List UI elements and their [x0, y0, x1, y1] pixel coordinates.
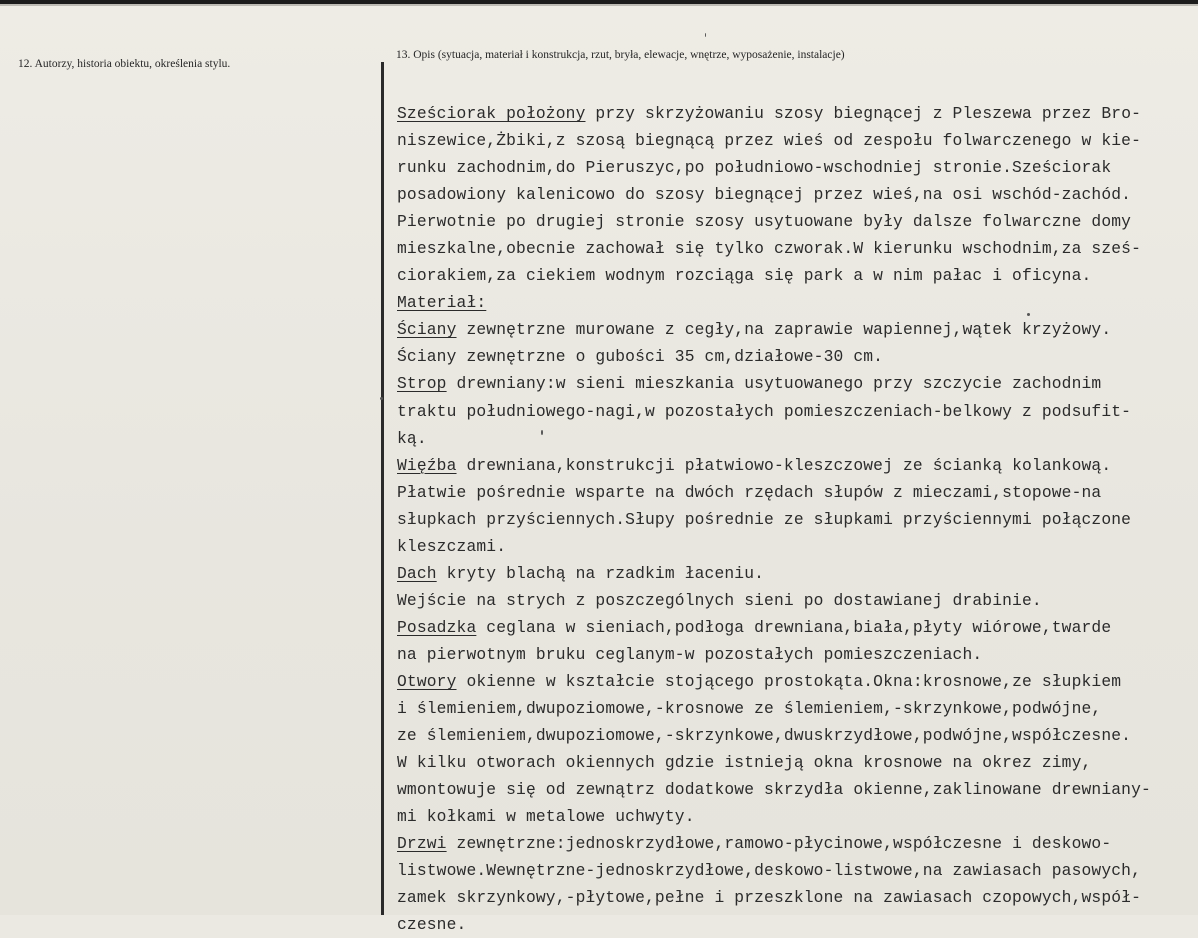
text-line	[397, 911, 1187, 938]
text-line	[397, 695, 1187, 722]
text-line	[397, 154, 1187, 181]
text-line	[397, 343, 1187, 370]
text-line	[397, 857, 1187, 884]
column-divider	[381, 62, 384, 915]
line-text: słupkach przyściennych.Słupy pośrednie ze słupkami przyściennymi połączone	[397, 509, 1132, 529]
line-text: drewniana,konstrukcji płatwiowo-kleszczowej ze ścianką kolankową.	[456, 455, 1112, 475]
line-text: ceglana w sieniach,podłoga drewniana,biała,płyty wiórowe,twarde	[476, 617, 1112, 637]
paper-speck	[380, 397, 383, 400]
text-line	[397, 262, 1187, 289]
line-text: ką.	[397, 428, 427, 448]
underlined-keyword: Drzwi	[397, 834, 447, 854]
text-line	[397, 722, 1187, 749]
text-line	[397, 235, 1187, 262]
line-text: okienne w kształcie stojącego prostokąta.Okna:krosnowe,ze słupkiem	[456, 671, 1122, 691]
text-line	[397, 398, 1187, 425]
text-line	[397, 668, 1187, 695]
text-line	[397, 776, 1187, 803]
line-text: na pierwotnym bruku ceglanym-w pozostałych pomieszczeniach.	[397, 644, 983, 664]
section-13-heading: 13. Opis (sytuacja, materiał i konstrukcja, rzut, bryła, elewacje, wnętrze, wyposażenie, instalacje)	[396, 49, 845, 61]
text-line	[397, 641, 1187, 668]
text-line	[397, 587, 1187, 614]
line-text: traktu południowego-nagi,w pozostałych pomieszczeniach-belkowy z podsufit-	[397, 401, 1132, 421]
section-12-heading: 12. Autorzy, historia obiektu, określenia stylu.	[18, 58, 231, 70]
text-line	[397, 560, 1187, 587]
text-line	[397, 316, 1187, 343]
text-line	[397, 803, 1187, 830]
description-text	[397, 100, 1187, 938]
line-text: posadowiony kalenicowo do szosy biegnącej przez wieś,na osi wschód-zachód.	[397, 185, 1132, 205]
text-line	[397, 749, 1187, 776]
text-line	[397, 614, 1187, 641]
line-text: i ślemieniem,dwupoziomowe,-krosnowe ze ślemieniem,-skrzynkowe,podwójne,	[397, 699, 1102, 719]
underlined-keyword: Materiał:	[397, 293, 487, 313]
text-line	[397, 452, 1187, 479]
line-text: kleszczami.	[397, 536, 507, 556]
line-text: runku zachodnim,do Pieruszyc,po południowo-wschodniej stronie.Sześciorak	[397, 158, 1112, 178]
line-text: Pierwotnie po drugiej stronie szosy usytuowane były dalsze folwarczne domy	[397, 212, 1132, 232]
text-line	[397, 127, 1187, 154]
paper-speck	[1027, 313, 1030, 316]
line-text: Ściany zewnętrzne o gubości 35 cm,działowe-30 cm.	[397, 347, 884, 367]
underlined-keyword: Otwory	[397, 671, 457, 691]
underlined-keyword: Strop	[397, 374, 447, 394]
line-text: mieszkalne,obecnie zachował się tylko czworak.W kierunku wschodnim,za sześ-	[397, 239, 1142, 259]
underlined-keyword: Dach	[397, 563, 437, 583]
underlined-keyword: Ściany	[397, 320, 457, 340]
line-text: mi kołkami w metalowe uchwyty.	[397, 807, 695, 827]
line-text: W kilku otworach okiennych gdzie istnieją okna krosnowe na okrez zimy,	[397, 753, 1092, 773]
line-text: zamek skrzynkowy,-płytowe,pełne i przeszklone na zawiasach czopowych,współ-	[397, 888, 1142, 908]
line-text: zewnętrzne murowane z cegły,na zaprawie wapiennej,wątek krzyżowy.	[456, 320, 1112, 340]
underlined-keyword: Sześciorak położony	[397, 104, 586, 123]
line-text: ciorakiem,za ciekiem wodnym rozciąga się park a w nim pałac i oficyna.	[397, 266, 1092, 286]
line-text: czesne.	[397, 915, 467, 935]
text-line	[397, 208, 1187, 235]
text-line	[397, 506, 1187, 533]
line-text: ze ślemieniem,dwupoziomowe,-skrzynkowe,dwuskrzydłowe,podwójne,współczesne.	[397, 726, 1132, 746]
underlined-keyword: Więźba	[397, 455, 457, 475]
text-line	[397, 830, 1187, 857]
line-text: przy skrzyżowaniu szosy biegnącej z Pleszewa przez Bro-	[585, 104, 1142, 123]
text-line	[397, 425, 1187, 452]
line-text: drewniany:w sieni mieszkania usytuowanego przy szczycie zachodnim	[446, 374, 1102, 394]
line-text: kryty blachą na rzadkim łaceniu.	[436, 563, 765, 583]
text-line	[397, 370, 1187, 397]
text-line	[397, 884, 1187, 911]
top-edge-shadow	[0, 4, 1198, 6]
text-line	[397, 479, 1187, 506]
underlined-keyword: Posadzka	[397, 617, 477, 637]
text-line	[397, 181, 1187, 208]
text-line	[397, 289, 1187, 316]
line-text: Wejście na strych z poszczególnych sieni po dostawianej drabinie.	[397, 590, 1042, 610]
line-text: niszewice,Żbiki,z szosą biegnącą przez wieś od zespołu folwarczenego w kie-	[397, 131, 1142, 151]
line-text: wmontowuje się od zewnątrz dodatkowe skrzydła okienne,zaklinowane drewniany-	[397, 780, 1151, 800]
text-line	[397, 100, 1187, 127]
paper-speck	[705, 33, 706, 37]
line-text: zewnętrzne:jednoskrzydłowe,ramowo-płycinowe,współczesne i deskowo-	[446, 834, 1112, 854]
text-line	[397, 533, 1187, 560]
line-text: Płatwie pośrednie wsparte na dwóch rzędach słupów z mieczami,stopowe-na	[397, 482, 1102, 502]
line-text: listwowe.Wewnętrzne-jednoskrzydłowe,deskowo-listwowe,na zawiasach pasowych,	[397, 861, 1142, 881]
paper-speck	[541, 430, 543, 435]
